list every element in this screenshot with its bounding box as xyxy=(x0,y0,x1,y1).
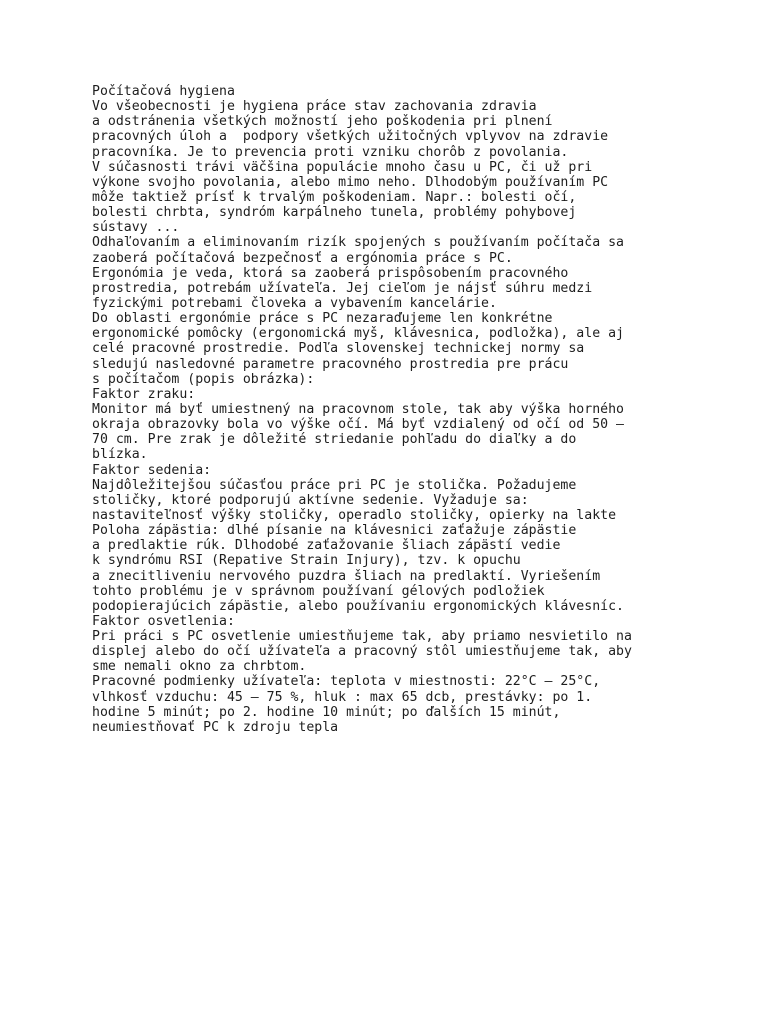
text-line: sústavy ... xyxy=(92,220,180,236)
text-line: celé pracovné prostredie. Podľa slovenskej technickej normy sa xyxy=(92,341,585,357)
text-line: a odstránenia všetkých možností jeho poškodenia pri plnení xyxy=(92,114,553,130)
text-line: a predlaktie rúk. Dlhodobé zaťažovanie šliach zápästí vedie xyxy=(92,538,561,554)
text-line: Monitor má byť umiestnený na pracovnom stole, tak aby výška horného xyxy=(92,401,624,417)
text-line: Vo všeobecnosti je hygiena práce stav zachovania zdravia xyxy=(92,99,537,115)
text-line: sme nemali okno za chrbtom. xyxy=(92,659,307,675)
text-line: nastaviteľnosť výšky stoličky, operadlo stoličky, opierky na lakte xyxy=(92,507,617,523)
text-line: Poloha zápästia: dlhé písanie na klávesnici zaťažuje zápästie xyxy=(92,523,577,539)
text-line: pracovných úloh a podpory všetkých užitočných vplyvov na zdravie xyxy=(92,129,609,145)
text-line: môže taktiež prísť k trvalým poškodeniam. Napr.: bolesti očí, xyxy=(92,189,577,205)
text-line: V súčasnosti trávi väčšina populácie mnoho času u PC, či už pri xyxy=(92,159,593,175)
text-line: k syndrómu RSI (Repative Strain Injury), tzv. k opuchu xyxy=(92,553,521,569)
text-line: prostredia, potrebám užívateľa. Jej cieľom je nájsť súhru medzi xyxy=(92,280,593,296)
text-line: 70 cm. Pre zrak je dôležité striedanie pohľadu do diaľky a do xyxy=(92,432,577,448)
text-line: okraja obrazovky bola vo výške očí. Má byť vzdialený od očí od 50 – xyxy=(92,417,624,433)
text-line: Faktor sedenia: xyxy=(92,462,212,478)
text-line: fyzickými potrebami človeka a vybavením kancelárie. xyxy=(92,295,497,311)
text-line: stoličky, ktoré podporujú aktívne sedenie. Vyžaduje sa: xyxy=(92,492,529,508)
document-title: Počítačová hygiena xyxy=(92,84,235,99)
text-line: vlhkosť vzduchu: 45 – 75 %, hluk : max 65 dcb, prestávky: po 1. xyxy=(92,689,593,705)
text-line: Do oblasti ergonómie práce s PC nezaraďujeme len konkrétne xyxy=(92,311,553,327)
text-line: sledujú nasledovné parametre pracovného prostredia pre prácu xyxy=(92,356,569,372)
text-line: Faktor osvetlenia: xyxy=(92,613,235,629)
text-line: Pri práci s PC osvetlenie umiestňujeme tak, aby priamo nesvietilo na xyxy=(92,629,632,645)
text-line: Najdôležitejšou súčasťou práce pri PC je stolička. Požadujeme xyxy=(92,477,577,493)
text-line: blízka. xyxy=(92,447,148,463)
text-line: displej alebo do očí užívateľa a pracovný stôl umiestňujeme tak, aby xyxy=(92,644,632,660)
text-line: výkone svojho povolania, alebo mimo neho. Dlhodobým používaním PC xyxy=(92,174,609,190)
text-line: a znecitliveniu nervového puzdra šliach na predlaktí. Vyriešením xyxy=(92,568,601,584)
text-line: pracovníka. Je to prevencia proti vzniku chorôb z povolania. xyxy=(92,144,569,160)
text-line: podopierajúcich zápästie, alebo používaniu ergonomických klávesníc. xyxy=(92,598,624,614)
text-line: Pracovné podmienky užívateľa: teplota v miestnosti: 22°C – 25°C, xyxy=(92,674,601,690)
text-line: Faktor zraku: xyxy=(92,386,196,402)
text-line: Odhaľovaním a eliminovaním rizík spojených s používaním počítača sa xyxy=(92,235,624,251)
text-line: s počítačom (popis obrázka): xyxy=(92,371,315,387)
text-line: zaoberá počítačová bezpečnosť a ergónomia práce s PC. xyxy=(92,250,513,266)
text-line: Ergonómia je veda, ktorá sa zaoberá prispôsobením pracovného xyxy=(92,265,569,281)
document-body xyxy=(92,84,712,735)
text-line: bolesti chrbta, syndróm karpálneho tunela, problémy pohybovej xyxy=(92,205,577,221)
text-line: neumiestňovať PC k zdroju tepla xyxy=(92,719,339,735)
text-line: tohto problému je v správnom používaní gélových podložiek xyxy=(92,583,545,599)
text-line: ergonomické pomôcky (ergonomická myš, klávesnica, podložka), ale aj xyxy=(92,326,624,342)
text-line: hodine 5 minút; po 2. hodine 10 minút; po ďalších 15 minút, xyxy=(92,704,561,720)
